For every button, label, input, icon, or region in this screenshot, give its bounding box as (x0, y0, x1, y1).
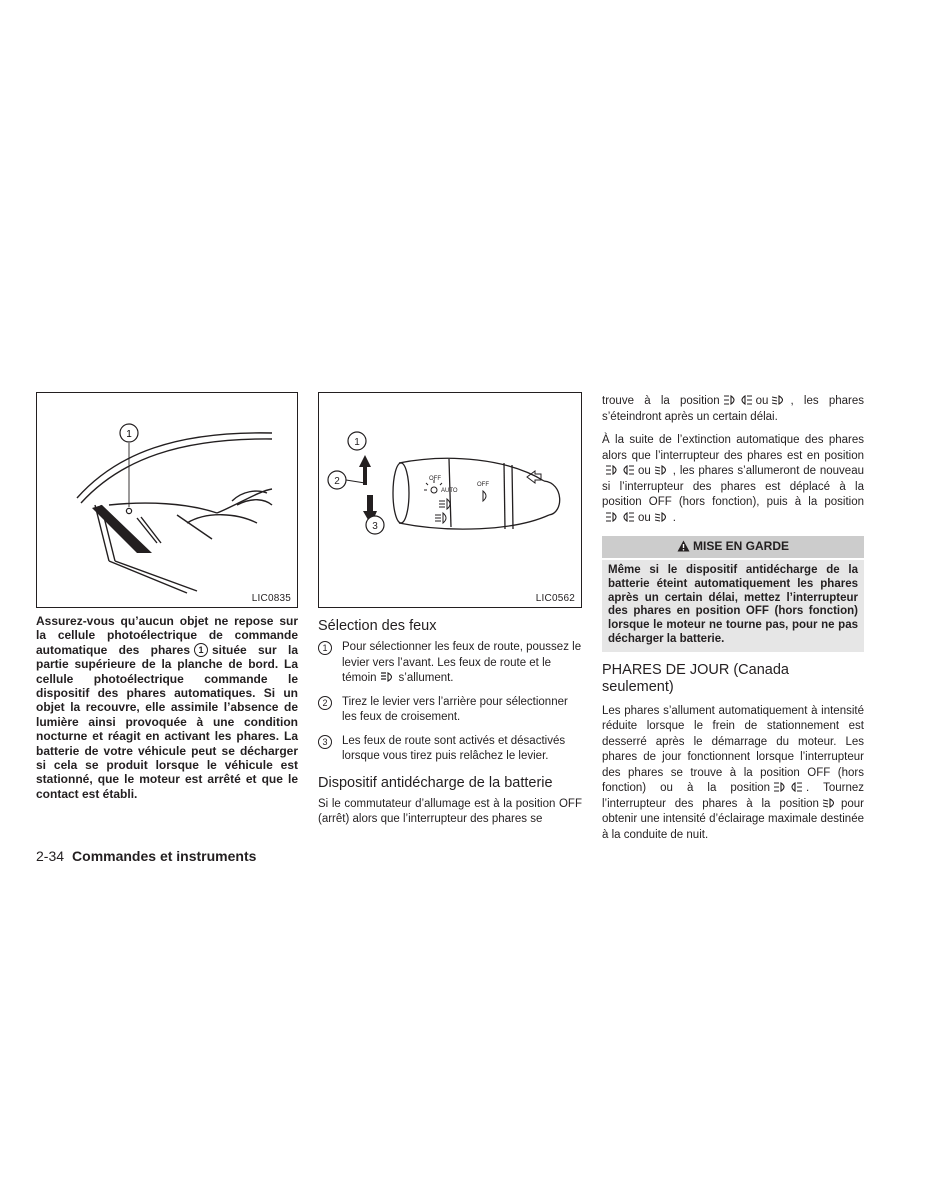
lever-label-auto: AUTO (441, 488, 458, 494)
warning-header (602, 536, 864, 558)
column-middle (318, 392, 582, 836)
item-number: 1 (318, 641, 332, 655)
auto-off-paragraph (602, 394, 864, 425)
figure-light-lever (318, 392, 582, 608)
section-title-battery: Dispositif antidécharge de la batterie (318, 774, 553, 791)
fig2-callout-2: 2 (334, 476, 340, 487)
text: . (672, 511, 676, 524)
item-text-b: s’allument. (398, 672, 454, 684)
chapter-title: Commandes et instruments (72, 848, 257, 864)
list-item (318, 695, 582, 726)
headlight-icon (655, 465, 669, 475)
page-number: 2-34 (36, 848, 65, 864)
windshield-illustration (37, 393, 299, 609)
page-footer (36, 848, 256, 864)
text: ou (755, 395, 769, 407)
section-title-daytime: PHARES DE JOUR (Canada seulement) (602, 661, 789, 695)
text: , les phares s’allumeront de nouveau si l’interrupteur des phares est déplacé à la position OFF (hors fonction), puis à la position (602, 465, 864, 508)
list-item (318, 640, 582, 687)
column-right (602, 394, 864, 851)
text: , les phares s’éteindront après un certain délai. (602, 395, 864, 423)
parking-lights-icon (606, 465, 634, 475)
parking-lights-icon (724, 395, 752, 405)
sensor-dot (126, 508, 131, 513)
high-beam-icon (381, 672, 395, 682)
headlight-icon (823, 798, 837, 808)
sensor-paragraph (36, 614, 298, 801)
text: Les phares s’allument automatiquement à intensité réduite lorsque le frein de stationnement est desserré après le démarrage du moteur. Les phares de jour fonctionnent lorsque l’interrupteur des phares se trouve à la position OFF (hors fonction) ou à la position (602, 704, 864, 795)
item-text (342, 640, 582, 687)
sensor-text-part-a: Assurez-vous qu’aucun objet ne repose sur la cellule photoélectrique de commande automatique des phares (36, 614, 298, 657)
item-text: Tirez le levier vers l’arrière pour sélectionner les feux de croisement. (342, 695, 568, 723)
daytime-paragraph (602, 704, 864, 844)
figure-code: LIC0835 (251, 593, 291, 604)
warning-title: MISE EN GARDE (692, 539, 789, 553)
arrow-forward (359, 455, 371, 485)
column-left (36, 392, 298, 801)
text: trouve à la position (602, 395, 720, 407)
figure-windshield-sensor (36, 392, 298, 608)
callout-ref: 1 (194, 643, 208, 657)
lever-label-off-2: OFF (477, 482, 489, 488)
text: À la suite de l’extinction automatique des phares alors que l’interrupteur des phares est en position (602, 434, 864, 462)
text: pour obtenir une intensité d’éclairage maximale destinée à la conduite de nuit. (602, 797, 864, 841)
item-number: 2 (318, 696, 332, 710)
battery-paragraph: Si le commutateur d’allumage est à la position OFF (arrêt) alors que l’interrupteur des phares se (318, 797, 582, 825)
headlight-icon (772, 395, 786, 405)
item-text-a: Pour sélectionner les feux de route, poussez le levier vers l’avant. Les feux de route et le témoin (342, 641, 582, 684)
item-number: 3 (318, 735, 332, 749)
item-text: Les feux de route sont activés et désactivés lorsque vous tirez puis relâchez le levier. (342, 734, 566, 762)
auto-on-paragraph (602, 433, 864, 526)
warning-body: Même si le dispositif antidécharge de la batterie éteint automatiquement les phares après un certain délai, mettez l’interrupteur des phares en position OFF (hors fonction) lorsque le moteur ne tourne pas, pour ne pas décharger la batterie. (602, 560, 864, 652)
headlight-icon (655, 512, 669, 522)
text: ou (638, 465, 651, 477)
figure-code: LIC0562 (535, 593, 575, 604)
lever-label-off: OFF (429, 476, 441, 482)
fig1-callout: 1 (126, 429, 132, 440)
warning-triangle-icon (677, 540, 690, 555)
fig2-callout-3: 3 (372, 521, 378, 532)
parking-lights-icon (606, 512, 634, 522)
lever-illustration (319, 393, 583, 609)
sensor-text-part-b: située sur la partie supérieure de la planche de bord. La cellule photoélectrique commande le dispositif des phares automatiques. Si un objet la recouvre, elle assimile l’absence de lumière ainsi provoquée à une condition nocturne et réagit en activant les phares. La batterie de votre véhicule peut se décharger si cela se produit lorsque le véhicule est stationné, que le moteur est arrêté et que le contact est établi. (36, 642, 298, 801)
text: . Tournez l’interrupteur des phares à la position (602, 782, 864, 810)
list-item (318, 734, 582, 765)
section-title-selection: Sélection des feux (318, 618, 437, 634)
fig2-callout-1: 1 (354, 437, 360, 448)
parking-lights-icon (774, 782, 802, 792)
text: ou (638, 511, 651, 524)
